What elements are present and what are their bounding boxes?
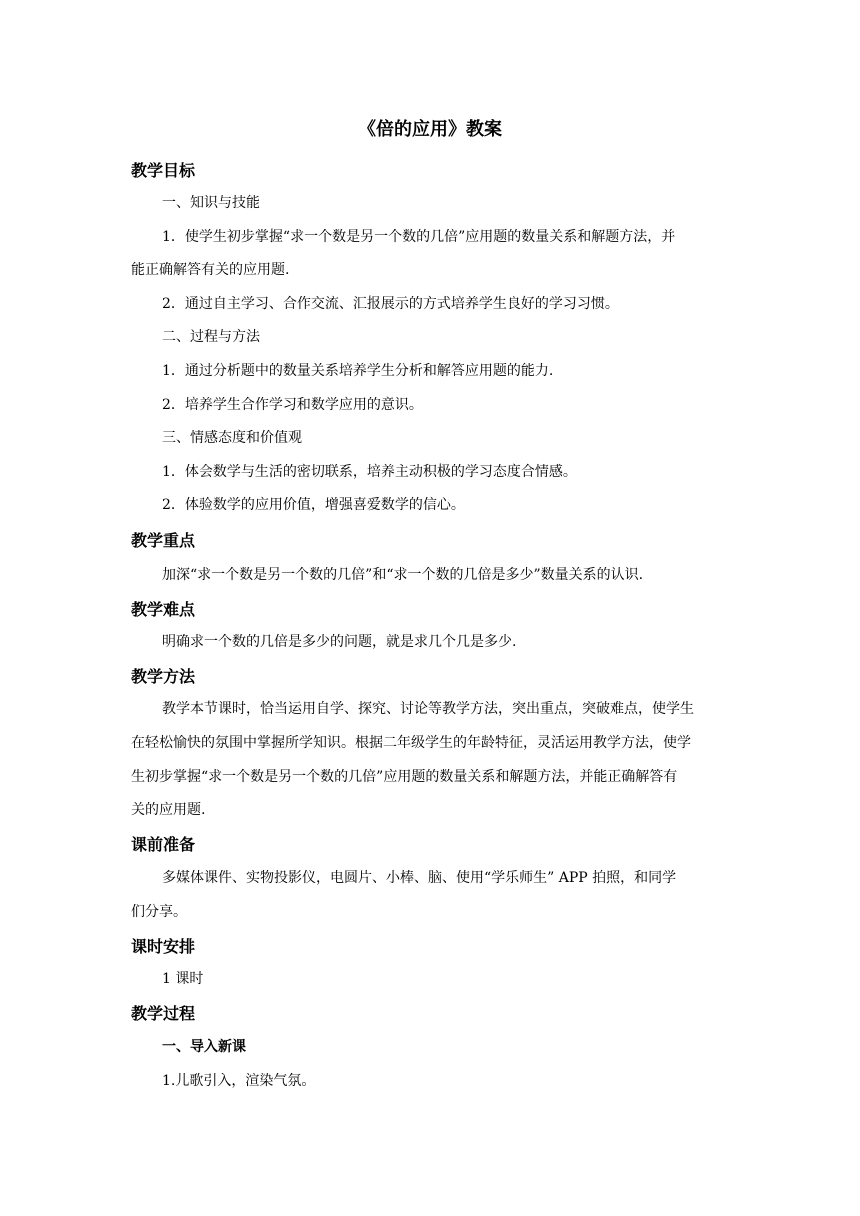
document-title: 《倍的应用》教案 <box>358 119 502 140</box>
process-item-1: 1.儿歌引入，渲染气氛。 <box>162 1073 316 1089</box>
section-heading-key-points: 教学重点 <box>131 531 196 550</box>
schedule-text: 1 课时 <box>162 971 204 987</box>
methods-line-1: 教学本节课时，恰当运用自学、探究、讨论等教学方法，突出重点，突破难点，使学生 <box>162 701 694 717</box>
objective-paragraph-5: 1．体会数学与生活的密切联系，培养主动积极的学习态度合情感。 <box>162 464 577 480</box>
section-heading-difficulties: 教学难点 <box>131 600 196 619</box>
objective-paragraph-4: 2．培养学生合作学习和数学应用的意识。 <box>162 397 423 413</box>
section-heading-objectives: 教学目标 <box>131 161 196 180</box>
methods-line-2: 在轻松愉快的氛围中掌握所学知识。根据二年级学生的年龄特征，灵活运用教学方法，使学 <box>131 735 691 751</box>
section-heading-methods: 教学方法 <box>131 667 196 686</box>
objective-paragraph-6: 2．体验数学的应用价值，增强喜爱数学的信心。 <box>162 497 465 513</box>
objective-heading-1: 一、知识与技能 <box>162 195 260 211</box>
process-subheading-1: 一、导入新课 <box>162 1039 246 1055</box>
key-points-text: 加深“求一个数是另一个数的几倍”和“求一个数的几倍是多少”数量关系的认识. <box>162 567 644 583</box>
objective-paragraph-1a: 1．使学生初步掌握“求一个数是另一个数的几倍”应用题的数量关系和解题方法，并 <box>162 229 676 245</box>
methods-line-3: 生初步掌握“求一个数是另一个数的几倍”应用题的数量关系和解题方法，并能正确解答有 <box>131 769 678 785</box>
section-heading-preparation: 课前准备 <box>131 835 196 854</box>
objective-paragraph-2: 2．通过自主学习、合作交流、汇报展示的方式培养学生良好的学习习惯。 <box>162 296 619 312</box>
methods-line-4: 关的应用题. <box>131 802 206 818</box>
objective-paragraph-3: 1．通过分析题中的数量关系培养学生分析和解答应用题的能力. <box>162 363 554 379</box>
objective-paragraph-1b: 能正确解答有关的应用题. <box>131 262 290 278</box>
objective-heading-2: 二、过程与方法 <box>162 329 260 345</box>
preparation-line-2: 们分享。 <box>131 904 187 920</box>
difficulties-text: 明确求一个数的几倍是多少的问题，就是求几个几是多少. <box>162 634 517 650</box>
objective-heading-3: 三、情感态度和价值观 <box>162 430 302 446</box>
preparation-line-1: 多媒体课件、实物投影仪，电圆片、小棒、脑、使用“学乐师生” APP 拍照，和同学 <box>162 870 677 886</box>
section-heading-schedule: 课时安排 <box>131 937 196 956</box>
section-heading-process: 教学过程 <box>131 1004 196 1023</box>
